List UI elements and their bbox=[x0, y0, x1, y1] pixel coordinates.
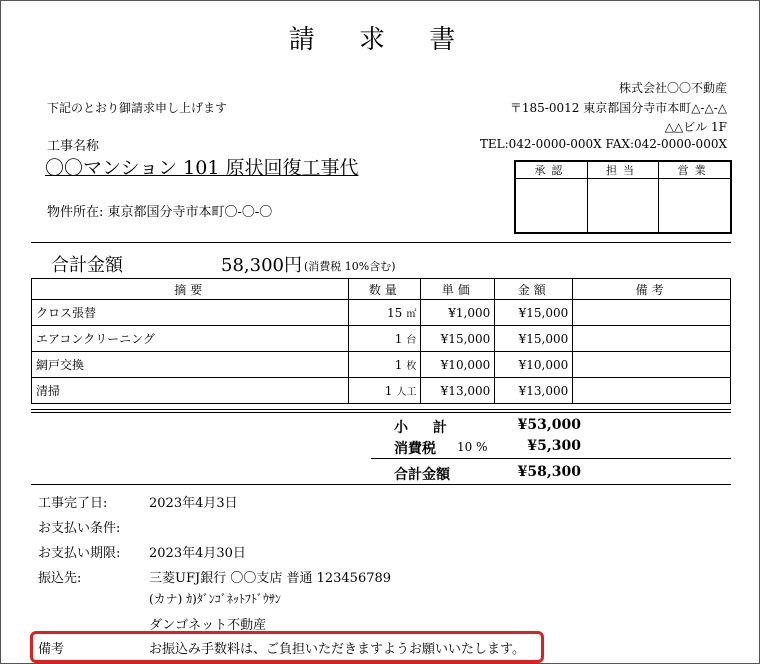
remarks-highlight bbox=[30, 631, 544, 663]
item-note bbox=[573, 378, 731, 404]
item-qty-cell bbox=[349, 378, 421, 404]
divider bbox=[371, 458, 731, 459]
company-contact: TEL:042-0000-000X FAX:042-0000-000X bbox=[479, 137, 727, 151]
item-amount: ¥15,000 bbox=[495, 326, 573, 352]
table-row bbox=[32, 326, 731, 352]
item-qty: 1 bbox=[394, 358, 403, 372]
approval-header-approve: 承認 bbox=[516, 162, 588, 179]
item-qty: 1 bbox=[384, 384, 393, 398]
divider bbox=[31, 242, 731, 243]
bank-account-kana: (カナ) ｶ)ﾀﾞﾝｺﾞﾈｯﾄﾌﾄﾞｳｻﾝ bbox=[149, 592, 281, 606]
invoice-title: 請 求 書 bbox=[288, 25, 474, 55]
item-desc: 網戸交換 bbox=[32, 352, 349, 378]
col-header-desc: 摘要 bbox=[32, 279, 349, 300]
completion-date: 2023年4月3日 bbox=[149, 496, 238, 511]
total-amount: 58,300円 bbox=[221, 255, 302, 276]
item-unit-price: ¥15,000 bbox=[421, 326, 495, 352]
total-label: 合計金額 bbox=[51, 255, 123, 276]
tax-value: ¥5,300 bbox=[527, 438, 581, 454]
completion-label: 工事完了日: bbox=[38, 496, 108, 511]
items-table bbox=[31, 278, 731, 404]
grand-total-label: 合計金額 bbox=[394, 467, 450, 483]
project-name: 〇〇マンション 101 原状回復工事代 bbox=[45, 157, 359, 179]
item-qty: 1 bbox=[394, 332, 403, 346]
item-desc: 清掃 bbox=[32, 378, 349, 404]
approval-stamp-approve bbox=[516, 179, 588, 233]
item-desc: クロス張替 bbox=[32, 300, 349, 326]
col-header-amount: 金額 bbox=[495, 279, 573, 300]
item-qty-cell bbox=[349, 326, 421, 352]
tax-rate: 10 % bbox=[457, 440, 488, 454]
item-amount: ¥13,000 bbox=[495, 378, 573, 404]
subtotal-label: 小 計 bbox=[394, 420, 457, 436]
grand-total-value: ¥58,300 bbox=[517, 464, 581, 480]
item-qty: 15 bbox=[387, 306, 403, 320]
remarks-text: お振込み手数料は、ご負担いただきますようお願いいたします。 bbox=[149, 642, 525, 657]
item-unit-price: ¥10,000 bbox=[421, 352, 495, 378]
col-header-note: 備考 bbox=[573, 279, 731, 300]
due-date: 2023年4月30日 bbox=[149, 546, 246, 561]
divider bbox=[31, 412, 731, 413]
item-unit: 人工 bbox=[396, 387, 417, 398]
tax-label: 消費税 bbox=[394, 441, 436, 457]
divider bbox=[31, 484, 731, 485]
payment-terms-label: お支払い条件: bbox=[38, 521, 121, 536]
bank-account-holder: ダンゴネット不動産 bbox=[149, 618, 267, 633]
item-unit: 台 bbox=[406, 335, 417, 346]
col-header-qty: 数量 bbox=[349, 279, 421, 300]
item-note bbox=[573, 352, 731, 378]
table-row bbox=[32, 352, 731, 378]
item-note bbox=[573, 326, 731, 352]
company-address-2: △△ビル 1F bbox=[664, 120, 727, 134]
approval-stamp-box bbox=[514, 160, 732, 234]
bank-account: 三菱UFJ銀行 〇〇支店 普通 123456789 bbox=[149, 571, 392, 586]
item-amount: ¥10,000 bbox=[495, 352, 573, 378]
approval-header-charge: 担当 bbox=[587, 162, 659, 179]
bank-label: 振込先: bbox=[38, 571, 82, 586]
subtotal-value: ¥53,000 bbox=[517, 417, 581, 433]
intro-text: 下記のとおり御請求申し上げます bbox=[47, 101, 228, 115]
property-location: 物件所在: 東京都国分寺市本町〇-〇-〇 bbox=[47, 205, 273, 220]
total-tax-note: (消費税 10%含む) bbox=[304, 260, 396, 273]
item-unit-price: ¥13,000 bbox=[421, 378, 495, 404]
col-header-unit-price: 単価 bbox=[421, 279, 495, 300]
item-unit-price: ¥1,000 bbox=[421, 300, 495, 326]
remarks-label: 備考 bbox=[38, 642, 65, 657]
approval-stamp-charge bbox=[587, 179, 659, 233]
approval-stamp-sales bbox=[659, 179, 731, 233]
item-unit: ㎡ bbox=[406, 309, 417, 320]
company-address-1: 〒185-0012 東京都国分寺市本町△-△-△ bbox=[509, 101, 727, 115]
divider bbox=[31, 409, 731, 410]
item-qty-cell bbox=[349, 300, 421, 326]
table-row bbox=[32, 300, 731, 326]
item-amount: ¥15,000 bbox=[495, 300, 573, 326]
item-qty-cell bbox=[349, 352, 421, 378]
approval-header-sales: 営業 bbox=[659, 162, 731, 179]
item-unit: 枚 bbox=[406, 361, 417, 372]
item-desc: エアコンクリーニング bbox=[32, 326, 349, 352]
item-note bbox=[573, 300, 731, 326]
project-label: 工事名称 bbox=[47, 139, 100, 154]
due-date-label: お支払い期限: bbox=[38, 546, 121, 561]
company-name: 株式会社〇〇不動産 bbox=[618, 81, 727, 95]
table-row bbox=[32, 378, 731, 404]
